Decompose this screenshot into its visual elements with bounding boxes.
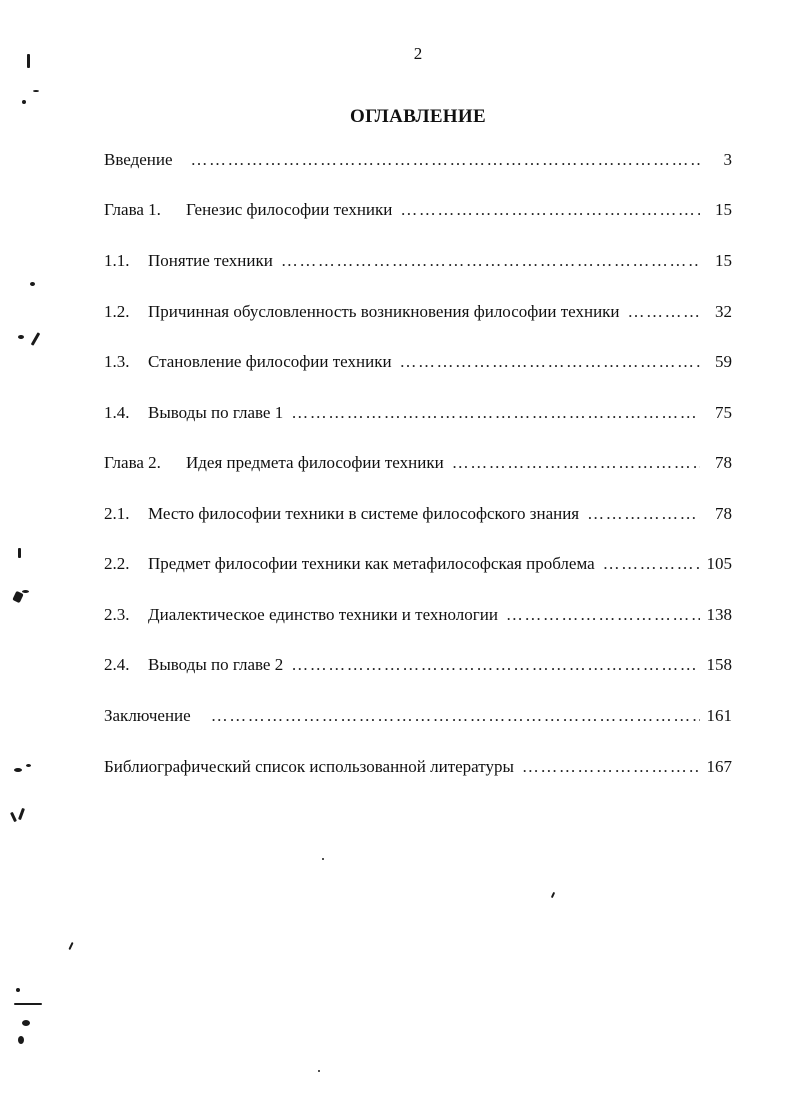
scan-speck bbox=[14, 768, 22, 772]
toc-entry-section-1-1 bbox=[104, 251, 732, 275]
toc-entry-number: 1.3. bbox=[104, 352, 130, 371]
toc-entry-page: 78 bbox=[715, 504, 732, 523]
scan-speck bbox=[10, 812, 17, 822]
toc-entry-number: 1.2. bbox=[104, 302, 130, 321]
toc-entry-number: 2.4. bbox=[104, 655, 130, 674]
toc-leader-dots bbox=[452, 453, 700, 473]
scan-speck bbox=[18, 808, 25, 820]
toc-leader-dots bbox=[587, 504, 700, 524]
scan-speck bbox=[22, 1020, 30, 1026]
toc-entry-text: Диалектическое единство техники и технологии bbox=[148, 605, 498, 624]
toc-entry-section-1-4 bbox=[104, 403, 732, 427]
toc-entry-page: 32 bbox=[715, 302, 732, 321]
scan-speck bbox=[18, 1036, 24, 1044]
toc-leader-dots bbox=[506, 605, 700, 625]
toc-entry-text: Библиографический список использованной литературы bbox=[104, 757, 514, 776]
toc-entry-number: 2.2. bbox=[104, 554, 130, 573]
scan-speck bbox=[322, 858, 324, 860]
toc-entry-text: Причинная обусловленность возникновения философии техники bbox=[148, 302, 620, 321]
toc-entry-page: 167 bbox=[706, 757, 732, 776]
toc-entry-text: Выводы по главе 2 bbox=[148, 655, 284, 674]
toc-entry-page: 75 bbox=[715, 403, 732, 422]
scan-speck bbox=[12, 591, 23, 603]
toc-entry-number: 2.1. bbox=[104, 504, 130, 523]
toc-entry-conclusion bbox=[104, 706, 732, 730]
scan-speck bbox=[31, 332, 41, 346]
scan-speck bbox=[18, 548, 21, 558]
scan-speck bbox=[16, 988, 20, 992]
toc-entry-section-2-3 bbox=[104, 605, 732, 629]
toc-entry-text: Место философии техники в системе философского знания bbox=[148, 504, 580, 523]
toc-entry-section-2-4 bbox=[104, 655, 732, 679]
toc-entry-number: Глава 2. bbox=[104, 453, 161, 472]
toc-entry-number: 2.3. bbox=[104, 605, 130, 624]
scan-speck bbox=[14, 1003, 42, 1005]
scan-speck bbox=[30, 282, 35, 286]
toc-entry-page: 78 bbox=[715, 453, 732, 472]
toc-entry-chapter-2 bbox=[104, 453, 732, 477]
page-number: 2 bbox=[413, 44, 423, 63]
toc-entry-text: Заключение bbox=[104, 706, 191, 725]
scan-speck bbox=[33, 90, 39, 92]
scan-speck bbox=[551, 892, 555, 898]
toc-entry-introduction bbox=[104, 150, 732, 174]
toc-entry-page: 158 bbox=[706, 655, 732, 674]
toc-entry-page: 15 bbox=[715, 251, 732, 270]
toc-entry-page: 59 bbox=[715, 352, 732, 371]
toc-leader-dots bbox=[281, 251, 700, 271]
toc-entry-section-2-1 bbox=[104, 504, 732, 528]
toc-entry-section-1-2 bbox=[104, 302, 732, 326]
scan-speck bbox=[68, 942, 73, 950]
toc-entry-page: 105 bbox=[706, 554, 732, 573]
toc-entry-page: 161 bbox=[706, 706, 732, 725]
toc-entry-section-2-2 bbox=[104, 554, 732, 578]
scan-speck bbox=[318, 1070, 320, 1072]
scan-speck bbox=[18, 335, 24, 339]
toc-leader-dots bbox=[400, 352, 700, 372]
toc-leader-dots bbox=[291, 403, 700, 423]
toc-entry-text: Выводы по главе 1 bbox=[148, 403, 284, 422]
scan-speck bbox=[26, 764, 31, 767]
toc-entry-text: Идея предмета философии техники bbox=[186, 453, 444, 472]
toc-leader-dots bbox=[191, 150, 700, 170]
toc-entry-chapter-1 bbox=[104, 200, 732, 224]
toc-entry-text: Введение bbox=[104, 150, 173, 169]
toc-entry-page: 138 bbox=[706, 605, 732, 624]
toc-entry-page: 3 bbox=[723, 150, 732, 169]
toc-entry-bibliography bbox=[104, 757, 732, 781]
toc-entry-text: Предмет философии техники как метафилософская проблема bbox=[148, 554, 595, 573]
toc-leader-dots bbox=[400, 200, 700, 220]
toc-leader-dots bbox=[211, 706, 700, 726]
toc-entry-text: Понятие техники bbox=[148, 251, 273, 270]
toc-entry-number: Глава 1. bbox=[104, 200, 161, 219]
toc-leader-dots bbox=[603, 554, 700, 574]
toc-entry-number: 1.4. bbox=[104, 403, 130, 422]
scan-speck bbox=[27, 54, 30, 68]
toc-entry-page: 15 bbox=[715, 200, 732, 219]
toc-entry-text: Генезис философии техники bbox=[186, 200, 393, 219]
scan-speck bbox=[22, 590, 29, 593]
toc-title: ОГЛАВЛЕНИЕ bbox=[350, 106, 486, 127]
scan-speck bbox=[22, 100, 26, 104]
toc-entry-section-1-3 bbox=[104, 352, 732, 376]
toc-entry-number: 1.1. bbox=[104, 251, 130, 270]
toc-entry-text: Становление философии техники bbox=[148, 352, 392, 371]
toc-leader-dots bbox=[522, 757, 700, 777]
toc-leader-dots bbox=[291, 655, 700, 675]
toc-leader-dots bbox=[628, 302, 700, 322]
